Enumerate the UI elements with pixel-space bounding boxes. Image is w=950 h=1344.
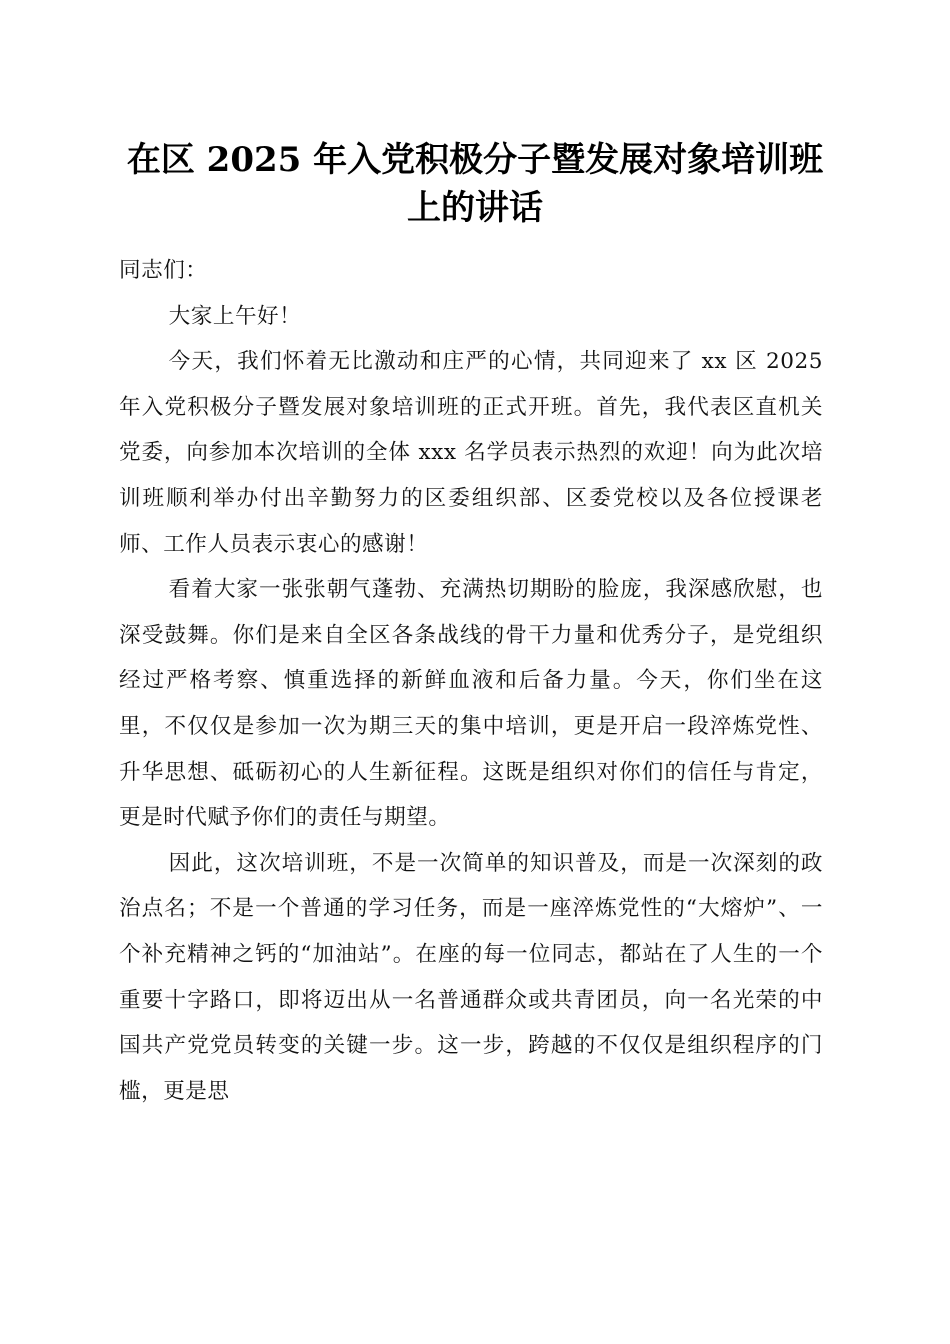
title-line-1: 在区 2025 年入党积极分子暨发展对象培训班 [126,140,824,180]
paragraph-greeting: 大家上午好！ [168,303,302,329]
document-body [119,248,823,1114]
paragraph-students: 看着大家一张张朝气蓬勃、充满热切期盼的脸庞，我深感欣慰，也深受鼓舞。你们是来自全区各条战线的骨干力量和优秀分子，是党组织经过严格考察、慎重选择的新鲜血液和后备力量。今天，你们坐在这里，不仅仅是参加一次为期三天的集中培训，更是开启一段淬炼党性、升华思想、砥砺初心的人生新征程。这既是组织对你们的信任与肯定，更是时代赋予你们的责任与期望。 [119,577,823,831]
paragraph-opening: 今天，我们怀着无比激动和庄严的心情，共同迎来了 xx 区 2025 年入党积极分子暨发展对象培训班的正式开班。首先，我代表区直机关党委，向参加本次培训的全体 xxx 名学员表示热烈的欢迎！向为此次培训班顺利举办付出辛勤努力的区委组织部、区委党校以及各位授课老师、工作人员表示衷心的感谢！ [119,349,823,557]
title-line-2: 上的讲话 [407,188,543,228]
paragraph-significance: 因此，这次培训班，不是一次简单的知识普及，而是一次深刻的政治点名；不是一个普通的学习任务，而是一座淬炼党性的“大熔炉”、一个补充精神之钙的“加油站”。在座的每一位同志，都站在了人生的一个重要十字路口，即将迈出从一名普通群众或共青团员，向一名光荣的中国共产党党员转变的关键一步。这一步，跨越的不仅仅是组织程序的门槛，更是思 [119,850,823,1104]
salutation: 同志们： [119,258,208,283]
document-title [110,136,840,232]
